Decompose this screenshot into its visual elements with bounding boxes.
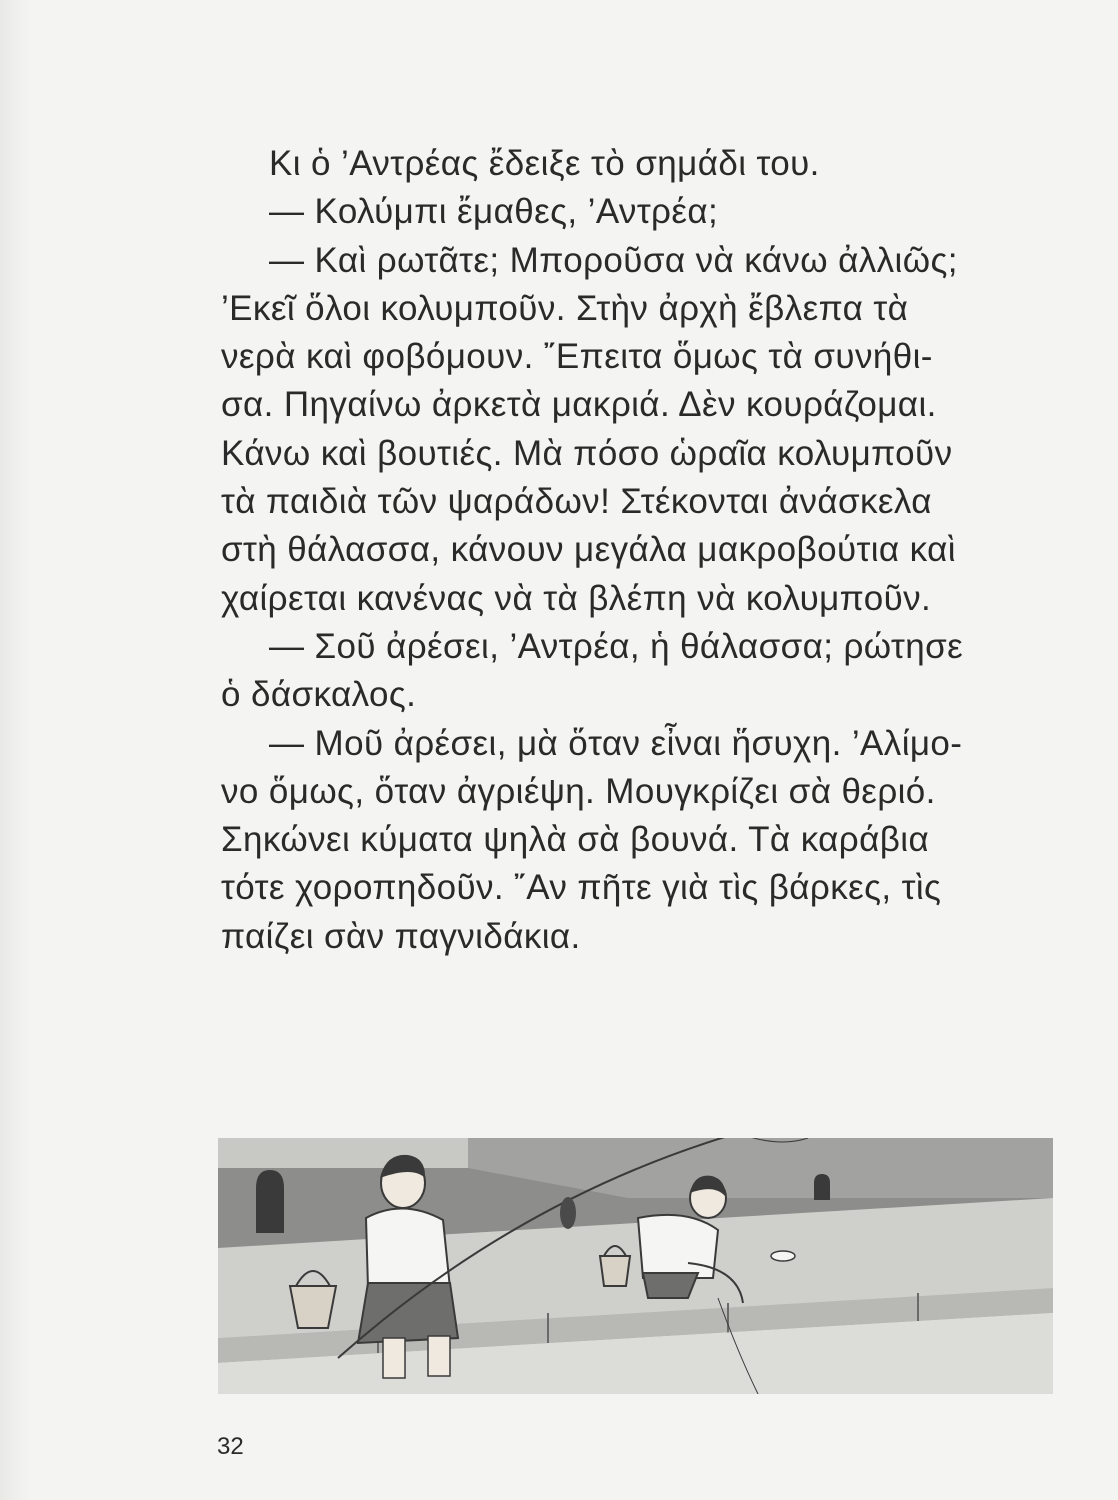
text-line: τὰ παιδιὰ τῶν ψαράδων! Στέκονται ἀνάσκελα bbox=[221, 482, 932, 522]
text-line: ὁ δάσκαλος. bbox=[221, 675, 417, 715]
horizon-strip bbox=[218, 1138, 468, 1168]
text-line: νερὰ καὶ φοβόμουν. ῎Επειτα ὅμως τὰ συνήθι- bbox=[221, 337, 933, 377]
text-line: Κι ὁ ’Αντρέας ἔδειξε τὸ σημάδι του. bbox=[269, 144, 820, 183]
bollard bbox=[814, 1174, 830, 1200]
story-text bbox=[221, 140, 1061, 961]
text-line: παίζει σὰν παγνιδάκια. bbox=[221, 916, 581, 956]
text-line: τότε χοροπηδοῦν. ῎Αν πῆτε γιὰ τὶς βάρκες, τὶς bbox=[221, 868, 942, 908]
bollard bbox=[256, 1170, 284, 1233]
bait bbox=[771, 1251, 795, 1261]
text-line: σα. Πηγαίνω ἀρκετὰ μακριά. Δὲν κουράζομαι. bbox=[221, 385, 937, 425]
text-line: — Μοῦ ἀρέσει, μὰ ὅταν εἶναι ἥσυχη. ’Αλίμο- bbox=[269, 723, 963, 763]
text-line: χαίρεται κανένας νὰ τὰ βλέπη νὰ κολυμποῦν. bbox=[221, 578, 932, 618]
page-edge-shadow bbox=[0, 0, 30, 1500]
text-line: — Σοῦ ἀρέσει, ’Αντρέα, ἡ θάλασσα; ρώτησε bbox=[269, 626, 964, 666]
text-line: νο ὅμως, ὅταν ἀγριέψη. Μουγκρίζει σὰ θεριό. bbox=[221, 771, 936, 811]
fish bbox=[560, 1197, 576, 1229]
text-line: — Κολύμπι ἔμαθες, ’Αντρέα; bbox=[269, 192, 719, 232]
text-line: Σηκώνει κύματα ψηλὰ σὰ βουνά. Τὰ καράβια bbox=[221, 820, 930, 860]
fishing-boys-illustration bbox=[218, 1138, 1053, 1394]
text-line: στὴ θάλασσα, κάνουν μεγάλα μακροβούτια καὶ bbox=[221, 530, 956, 570]
page-number: 32 bbox=[217, 1433, 244, 1460]
text-line: Κάνω καὶ βουτιές. Μὰ πόσο ὡραῖα κολυμποῦν bbox=[221, 433, 953, 473]
text-line: — Καὶ ρωτᾶτε; Μποροῦσα νὰ κάνω ἀλλιῶς; bbox=[269, 240, 958, 280]
text-line: ’Εκεῖ ὅλοι κολυμποῦν. Στὴν ἀρχὴ ἔβλεπα τὰ bbox=[221, 288, 909, 328]
